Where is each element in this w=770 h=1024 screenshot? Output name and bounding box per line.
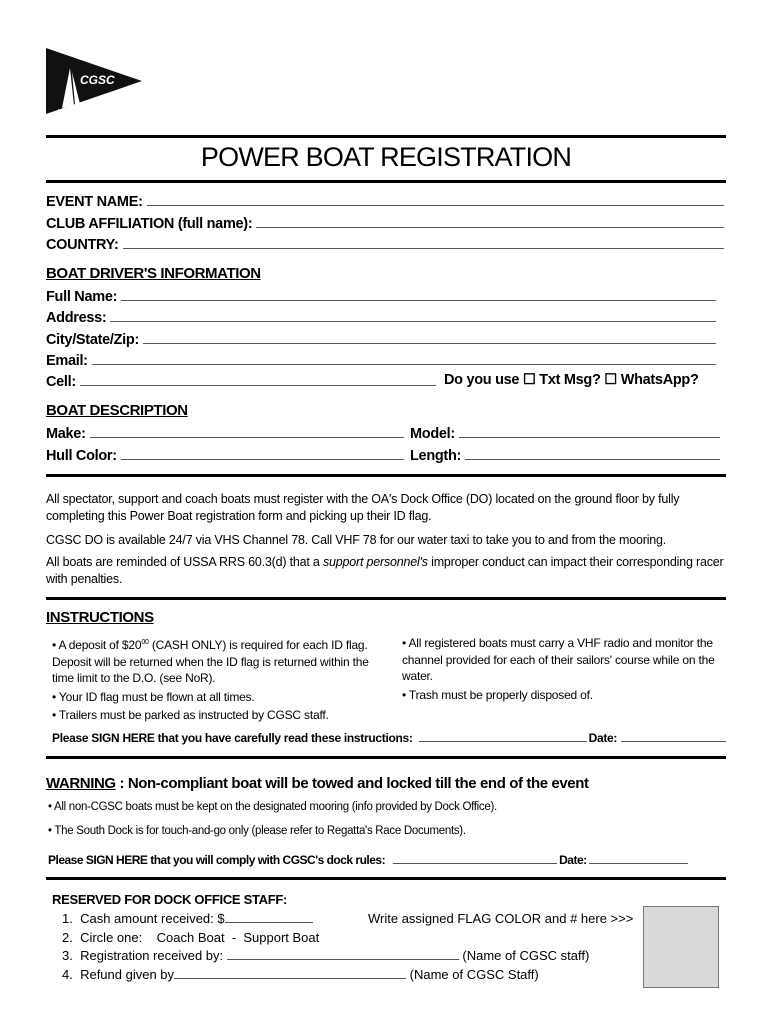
trailer-bullet: • Trailers must be parked as instructed by CGSC staff. [52, 708, 329, 722]
flag-color-box[interactable] [643, 906, 719, 988]
registration-received-item[interactable]: 3. Registration received by: (Name of CGSC staff) [62, 948, 590, 963]
boat-section-rule [46, 474, 726, 477]
instructions-sign-row[interactable] [52, 731, 726, 745]
event-name-field[interactable]: EVENT NAME: [46, 190, 724, 210]
dock-rules-sign-row[interactable] [48, 853, 688, 867]
dock-rules-date-label: Date: [559, 853, 587, 867]
city-state-zip-field[interactable]: City/State/Zip: [46, 328, 716, 348]
staff-heading: RESERVED FOR DOCK OFFICE STAFF: [52, 892, 288, 907]
cell-field[interactable]: Cell: [46, 370, 436, 390]
model-field[interactable]: Model: [410, 422, 720, 442]
south-dock-bullet: • The South Dock is for touch-and-go only (please refer to Regatta's Race Documents). [48, 825, 466, 837]
dock-rules-date-line[interactable] [589, 863, 688, 864]
conduct-note: All boats are reminded of USSA RRS 60.3(d) that a support personnel's improper conduct can impact their corresponding racer with penalties. [46, 555, 724, 586]
instructions-date-line[interactable] [621, 741, 726, 742]
dock-rules-sign-label: Please SIGN HERE that you will comply with CGSC's dock rules: [48, 853, 386, 867]
mooring-bullet: • All non-CGSC boats must be kept on the designated mooring (info provided by Dock Office). [48, 801, 497, 813]
driver-info-heading: BOAT DRIVER'S INFORMATION [46, 265, 261, 282]
instructions-sign-label: Please SIGN HERE that you have carefully read these instructions: [52, 731, 413, 745]
warning-rule [46, 877, 726, 880]
cash-received-item[interactable]: 1. Cash amount received: $ [62, 910, 482, 929]
instructions-left-column [52, 635, 372, 724]
logo-text: CGSC [80, 73, 115, 87]
title-top-rule [46, 135, 726, 138]
warning-heading: WARNING : Non-compliant boat will be towed and locked till the end of the event [46, 775, 589, 792]
club-affiliation-field[interactable]: CLUB AFFILIATION (full name): [46, 212, 724, 232]
instructions-rule [46, 756, 726, 759]
boat-description-heading: BOAT DESCRIPTION [46, 402, 188, 419]
trash-bullet: • Trash must be properly disposed of. [402, 687, 593, 702]
hull-color-field[interactable]: Hull Color: [46, 444, 404, 464]
length-field[interactable]: Length: [410, 444, 720, 464]
email-field[interactable]: Email: [46, 349, 716, 369]
registration-note: All spectator, support and coach boats must register with the OA's Dock Office (DO) located on the ground floor by fully completing this Power Boat registration form and picking up their ID flag. [46, 492, 680, 523]
deposit-bullet: • A deposit of $\$20^{00}$ (CASH ONLY) is required for each ID flag. Deposit will be returned when the ID flag is returned within the time limit to the D.O. (see NoR). [52, 638, 369, 685]
vhf-note: CGSC DO is available 24/7 via VHS Channel 78. Call VHF 78 for our water taxi to take you to and from the mooring. [46, 533, 667, 547]
dock-rules-signature-line[interactable] [393, 863, 557, 864]
country-field[interactable]: COUNTRY: [46, 233, 724, 253]
notes-rule [46, 597, 726, 600]
instructions-heading: INSTRUCTIONS [46, 609, 154, 626]
make-field[interactable]: Make: [46, 422, 404, 442]
contact-method-question[interactable]: Do you use ☐ Txt Msg? ☐ WhatsApp? [444, 372, 699, 388]
title-bottom-rule [46, 180, 726, 183]
instructions-signature-line[interactable] [419, 741, 587, 742]
address-field[interactable]: Address: [46, 306, 716, 326]
flag-bullet: • Your ID flag must be flown at all times. [52, 689, 255, 704]
vhf-radio-bullet: • All registered boats must carry a VHF radio and monitor the channel provided for each of their sailors' course while on the water. [402, 636, 715, 683]
cgsc-logo [46, 48, 142, 114]
boat-type-item[interactable]: 2. Circle one: Coach Boat - Support Boat [62, 929, 320, 945]
refund-given-item[interactable]: 4. Refund given by (Name of CGSC Staff) [62, 966, 539, 982]
full-name-field[interactable]: Full Name: [46, 285, 716, 305]
instructions-date-label: Date: [588, 731, 618, 745]
instructions-right-column [402, 635, 722, 703]
flag-color-note: Write assigned FLAG COLOR and # here >>> [368, 911, 634, 926]
page-title: POWER BOAT REGISTRATION [200, 142, 572, 172]
